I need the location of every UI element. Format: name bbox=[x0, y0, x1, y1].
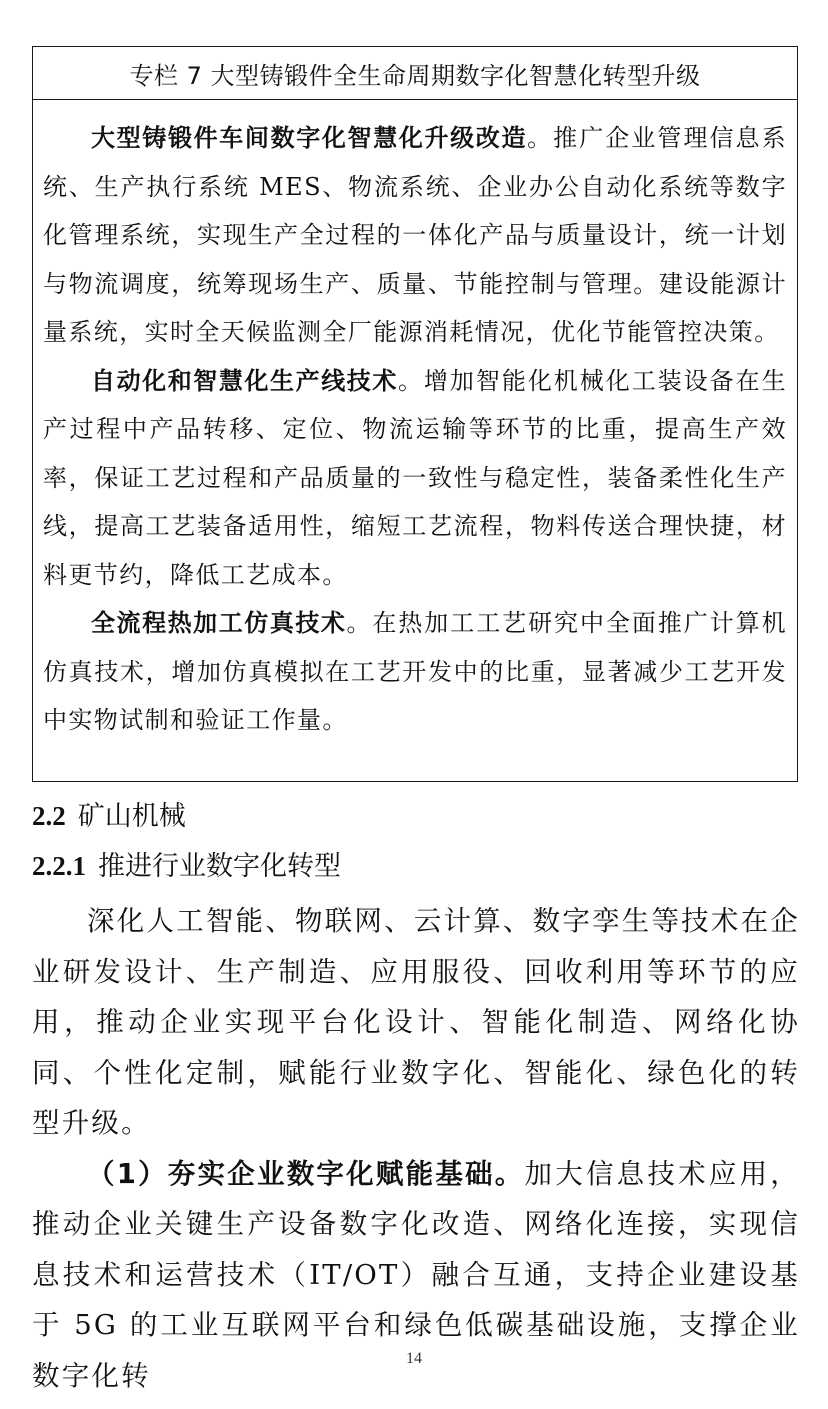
paragraph-lead: 大型铸锻件车间数字化智慧化升级改造 bbox=[91, 124, 528, 152]
paragraph-text: 加大信息技术应用，推动企业关键生产设备数字化改造、网络化连接，实现信息技术和运营技术（IT/OT）融合互通，支持企业建设基于 5G 的工业互联网平台和绿色低碳基础设施，支撑企业数字化转 bbox=[32, 1157, 800, 1392]
subsection-heading bbox=[32, 846, 341, 887]
column-box bbox=[32, 46, 798, 782]
paragraph-text: 。增加智能化机械化工装设备在生产过程中产品转移、定位、物流运输等环节的比重，提高生产效率，保证工艺过程和产品质量的一致性与稳定性，装备柔性化生产线，提高工艺装备适用性，缩短工艺流程，物料传送合理快捷，材料更节约，降低工艺成本。 bbox=[43, 366, 788, 589]
paragraph-text: 。推广企业管理信息系统、生产执行系统 MES、物流系统、企业办公自动化系统等数字化管理系统，实现生产全过程的一体化产品与质量设计，统一计划与物流调度，统筹现场生产、质量、节能控制与管理。建设能源计量系统，实时全天候监测全厂能源消耗情况，优化节能管控决策。 bbox=[43, 124, 788, 346]
column-body bbox=[33, 100, 797, 745]
subsection-title: 推进行业数字化转型 bbox=[98, 851, 341, 882]
column-paragraph bbox=[43, 599, 787, 745]
section-heading bbox=[32, 796, 186, 837]
column-paragraph bbox=[43, 357, 787, 600]
section-title: 矿山机械 bbox=[77, 801, 186, 832]
column-title: 专栏 7 大型铸锻件全生命周期数字化智慧化转型升级 bbox=[33, 47, 797, 100]
page-number: 14 bbox=[406, 1350, 422, 1367]
column-paragraph bbox=[43, 114, 787, 357]
paragraph-lead: 自动化和智慧化生产线技术 bbox=[91, 366, 398, 395]
section-number: 2.2 bbox=[32, 801, 66, 831]
subsection-number: 2.2.1 bbox=[32, 851, 86, 881]
paragraph-lead: （1）夯实企业数字化赋能基础。 bbox=[87, 1157, 525, 1190]
paragraph-lead: 全流程热加工仿真技术 bbox=[91, 609, 347, 637]
paragraph-text: 。在热加工工艺研究中全面推广计算机仿真技术，增加仿真模拟在工艺开发中的比重，显著减少工艺开发中实物试制和验证工作量。 bbox=[43, 609, 787, 734]
body-paragraph: 深化人工智能、物联网、云计算、数字孪生等技术在企业研发设计、生产制造、应用服役、回收利用等环节的应用，推动企业实现平台化设计、智能化制造、网络化协同、个性化定制，赋能行业数字化、智能化、绿色化的转型升级。 bbox=[32, 905, 800, 1139]
body-text bbox=[32, 896, 800, 1401]
